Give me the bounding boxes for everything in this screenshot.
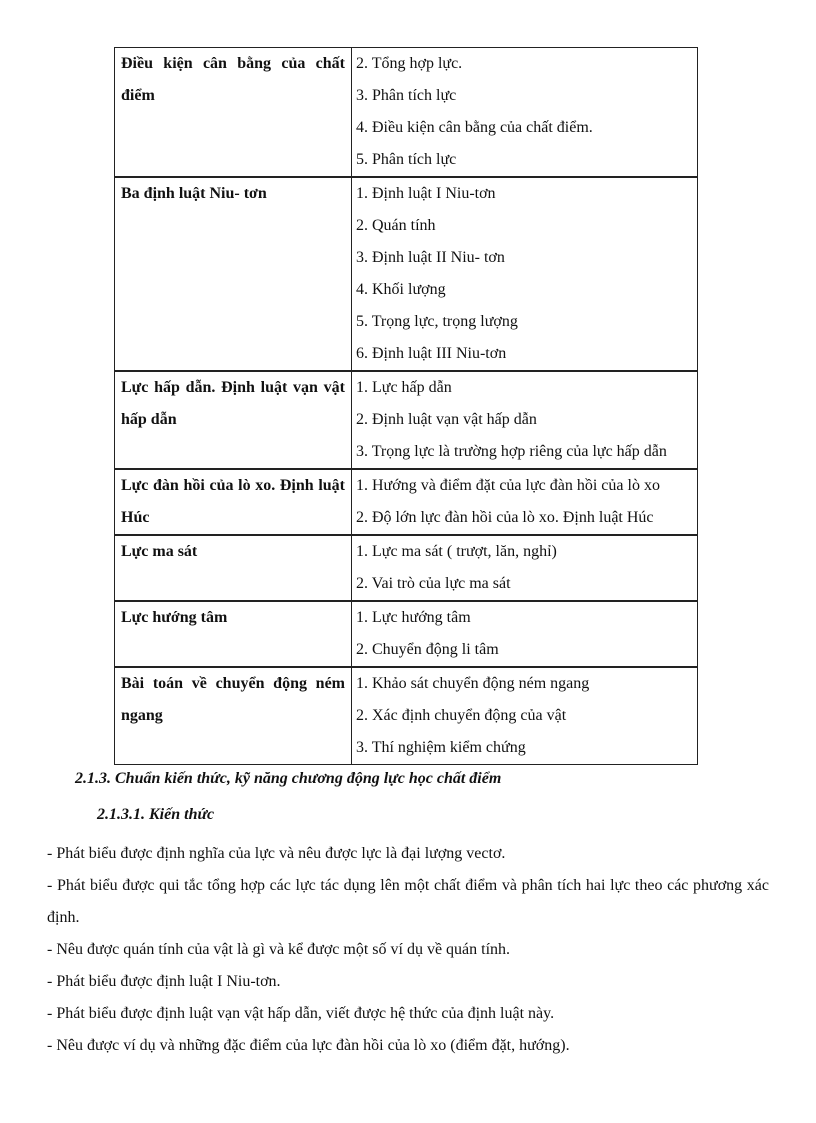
items-cell <box>352 177 698 371</box>
paragraph: - Phát biểu được qui tắc tổng hợp các lực tác dụng lên một chất điểm và phân tích hai lực theo các phương xác định. <box>47 877 769 926</box>
paragraph: - Phát biểu được định nghĩa của lực và nêu được lực là đại lượng vectơ. <box>47 845 506 862</box>
table-row <box>115 535 698 601</box>
list-item: 2. Định luật vạn vật hấp dẫn <box>356 411 537 428</box>
list-item: 2. Độ lớn lực đàn hồi của lò xo. Định luật Húc <box>356 509 654 526</box>
list-item: 1. Khảo sát chuyển động ném ngang <box>356 675 590 692</box>
table-row <box>115 601 698 667</box>
table-row <box>115 177 698 371</box>
table-row <box>115 667 698 765</box>
section-heading: 2.1.3. Chuẩn kiến thức, kỹ năng chương động lực học chất điểm <box>75 770 502 787</box>
topic-cell <box>115 177 352 371</box>
topic-label: Lực hấp dẫn. Định luật vạn vật hấp dẫn <box>121 379 345 428</box>
list-item: 3. Định luật II Niu- tơn <box>356 249 505 266</box>
table-row <box>115 371 698 469</box>
topic-label: Lực hướng tâm <box>121 609 228 626</box>
knowledge-table <box>114 47 698 765</box>
topic-label: Ba định luật Niu- tơn <box>121 185 267 202</box>
table-row <box>115 469 698 535</box>
list-item: 3. Trọng lực là trường hợp riêng của lực hấp dẫn <box>356 443 667 460</box>
items-cell <box>352 601 698 667</box>
list-item: 6. Định luật III Niu-tơn <box>356 345 507 362</box>
list-item: 2. Quán tính <box>356 217 436 234</box>
paragraph: - Nêu được ví dụ và những đặc điểm của lực đàn hồi của lò xo (điểm đặt, hướng). <box>47 1037 570 1054</box>
subsection-heading: 2.1.3.1. Kiến thức <box>97 806 215 823</box>
topic-label: Lực ma sát <box>121 543 198 560</box>
paragraph: - Phát biểu được định luật I Niu-tơn. <box>47 973 281 990</box>
topic-cell <box>115 48 352 178</box>
table-body <box>115 48 698 765</box>
list-item: 3. Thí nghiệm kiểm chứng <box>356 739 526 756</box>
list-item: 2. Chuyển động li tâm <box>356 641 499 658</box>
topic-cell <box>115 371 352 469</box>
list-item: 1. Định luật I Niu-tơn <box>356 185 496 202</box>
topic-cell <box>115 535 352 601</box>
topic-label: Điều kiện cân bằng của chất điểm <box>121 55 345 104</box>
items-cell <box>352 48 698 178</box>
list-item: 5. Trọng lực, trọng lượng <box>356 313 518 330</box>
items-cell <box>352 667 698 765</box>
list-item: 3. Phân tích lực <box>356 87 457 104</box>
items-cell <box>352 535 698 601</box>
list-item: 5. Phân tích lực <box>356 151 457 168</box>
list-item: 1. Hướng và điểm đặt của lực đàn hồi của lò xo <box>356 477 660 494</box>
topic-label: Lực đàn hồi của lò xo. Định luật Húc <box>121 477 345 526</box>
topic-cell <box>115 667 352 765</box>
list-item: 2. Xác định chuyển động của vật <box>356 707 567 724</box>
list-item: 2. Vai trò của lực ma sát <box>356 575 511 592</box>
table-row <box>115 48 698 178</box>
topic-label: Bài toán về chuyển động ném ngang <box>121 675 345 724</box>
list-item: 2. Tổng hợp lực. <box>356 55 463 72</box>
list-item: 4. Điều kiện cân bằng của chất điểm. <box>356 119 593 136</box>
paragraph: - Phát biểu được định luật vạn vật hấp dẫn, viết được hệ thức của định luật này. <box>47 1005 555 1022</box>
topic-cell <box>115 601 352 667</box>
list-item: 1. Lực hấp dẫn <box>356 379 452 396</box>
paragraph: - Nêu được quán tính của vật là gì và kể được một số ví dụ về quán tính. <box>47 941 511 958</box>
items-cell <box>352 371 698 469</box>
list-item: 4. Khối lượng <box>356 281 446 298</box>
list-item: 1. Lực ma sát ( trượt, lăn, nghỉ) <box>356 543 557 560</box>
items-cell <box>352 469 698 535</box>
list-item: 1. Lực hướng tâm <box>356 609 471 626</box>
topic-cell <box>115 469 352 535</box>
